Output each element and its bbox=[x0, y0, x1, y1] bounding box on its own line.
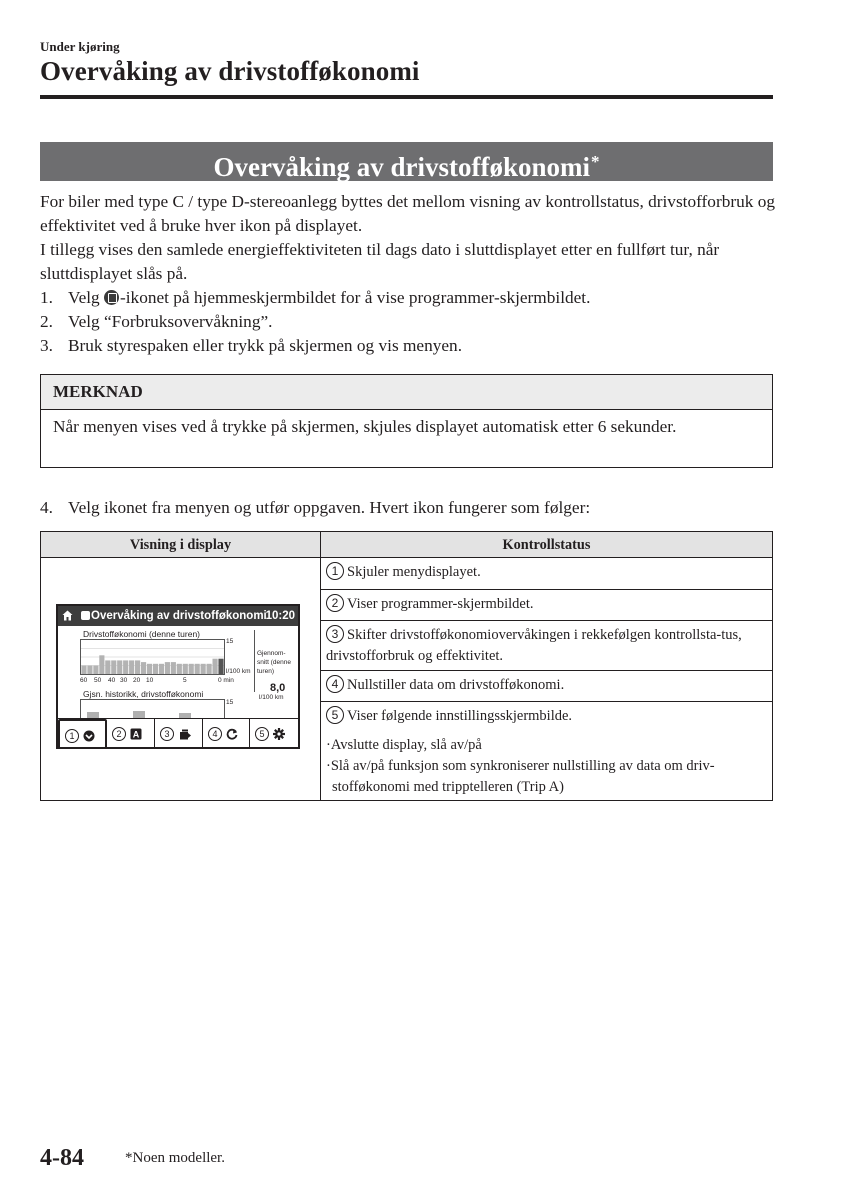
settings-button[interactable] bbox=[250, 719, 298, 749]
axis-tick: 50 bbox=[94, 677, 102, 684]
fuel-bar bbox=[87, 666, 92, 675]
step-4 bbox=[40, 496, 590, 520]
fuel-bar bbox=[153, 664, 158, 674]
step-text: -ikonet på hjemmeskjermbildet for å vise programmer-skjermbildet. bbox=[120, 288, 591, 307]
note-heading: MERKNAD bbox=[41, 375, 772, 410]
history-chart bbox=[80, 699, 225, 718]
step-number: 1. bbox=[40, 288, 53, 307]
page-title: Overvåking av drivstofføkonomi bbox=[40, 56, 420, 86]
axis-tick: 30 bbox=[120, 677, 128, 684]
fuel-bar bbox=[141, 662, 146, 674]
circled-number: 1 bbox=[326, 562, 344, 580]
row-text: Skifter drivstofføkonomiovervåkingen i rekkefølgen kontrollsta-tus, drivstofforbruk og effektivitet. bbox=[326, 627, 742, 664]
intro-text bbox=[40, 190, 775, 358]
step-text: Velg bbox=[68, 288, 104, 307]
banner-title: Overvåking av drivstofføkonomi bbox=[213, 152, 590, 182]
scale-max: 15 bbox=[226, 638, 234, 645]
footnote: *Noen modeller. bbox=[125, 1150, 225, 1166]
page-number: 4-84 bbox=[40, 1145, 84, 1171]
circled-number: 5 bbox=[326, 706, 344, 724]
fuel-bar bbox=[105, 660, 110, 674]
note-box bbox=[40, 374, 773, 468]
intro-paragraph-2: I tillegg vises den samlede energieffektiviteten til dags dato i sluttdisplayet etter en fullført tur, når sluttdisplayet slås på. bbox=[40, 240, 720, 283]
fuel-bar bbox=[159, 664, 164, 674]
apps-icon bbox=[104, 290, 119, 305]
circled-number: 3 bbox=[326, 625, 344, 643]
avg-label: Gjennom- bbox=[257, 650, 286, 657]
fuel-bar bbox=[93, 666, 98, 675]
fuel-bar bbox=[171, 662, 176, 674]
fuel-bar bbox=[165, 662, 170, 674]
axis-tick: 20 bbox=[133, 677, 141, 684]
row-text: Skjuler menydisplayet. bbox=[347, 564, 481, 580]
screen-menu-bar bbox=[58, 718, 298, 749]
fuel-bar-chart bbox=[80, 639, 225, 675]
fuel-bar bbox=[81, 666, 86, 675]
fuel-bar bbox=[183, 664, 188, 674]
note-text: Når menyen vises ved å trykke på skjermen, skjules displayet automatisk etter 6 sekunder. bbox=[53, 417, 677, 436]
table-row bbox=[321, 621, 772, 671]
fuel-bar bbox=[195, 664, 200, 674]
history-bar bbox=[133, 711, 145, 718]
apps-icon bbox=[81, 611, 90, 620]
fuel-bar bbox=[207, 664, 212, 674]
svg-text:A: A bbox=[132, 729, 140, 740]
step-number: 4. bbox=[40, 498, 53, 517]
circled-number: 2 bbox=[112, 727, 126, 741]
screen-title: Overvåking av drivstofføkonomi bbox=[91, 610, 267, 622]
reset-icon bbox=[226, 728, 238, 740]
fuel-bar bbox=[135, 660, 140, 674]
table-row bbox=[321, 558, 772, 590]
row-text: Viser programmer-skjermbildet. bbox=[347, 596, 534, 612]
step-number: 3. bbox=[40, 336, 53, 355]
table-row bbox=[321, 702, 772, 800]
home-icon bbox=[62, 610, 73, 621]
fuel-bar bbox=[201, 664, 206, 674]
fuel-bar bbox=[212, 659, 217, 674]
fuel-bar bbox=[123, 660, 128, 674]
screen-time: 10:20 bbox=[265, 610, 295, 622]
switch-view-icon bbox=[178, 728, 193, 740]
section-banner bbox=[40, 142, 773, 181]
avg-label: turen) bbox=[257, 668, 274, 675]
step-text: Velg “Forbruksovervåkning”. bbox=[68, 312, 273, 331]
intro-paragraph-1: For biler med type C / type D-stereoanlegg byttes det mellom visning av kontrollstatus, drivstofforbruk og effektivitet ved å bruke hver ikon på displayet. bbox=[40, 192, 775, 235]
table-header-status: Kontrollstatus bbox=[502, 537, 591, 553]
fuel-bar bbox=[129, 660, 134, 674]
step-text: Bruk styrespaken eller trykk på skjermen og vis menyen. bbox=[68, 336, 463, 355]
axis-tick: 10 bbox=[146, 677, 154, 684]
fuel-bar bbox=[99, 655, 104, 674]
row-text: Nullstiller data om drivstofføkonomi. bbox=[347, 677, 565, 693]
hide-menu-icon bbox=[83, 730, 95, 742]
bullet-item: ·Slå av/på funksjon som synkroniserer nullstilling av data om driv-stofføkonomi med tripptelleren (Trip A) bbox=[326, 758, 715, 795]
table-header-display: Visning i display bbox=[129, 537, 232, 553]
circled-number: 4 bbox=[326, 675, 344, 693]
switch-view-button[interactable] bbox=[155, 719, 203, 749]
avg-value: 8,0 bbox=[270, 682, 286, 694]
settings-gear-icon bbox=[273, 728, 285, 740]
history-max: 15 bbox=[226, 699, 234, 706]
fuel-bar bbox=[189, 664, 194, 674]
reset-button[interactable] bbox=[203, 719, 250, 749]
axis-tick: 5 bbox=[183, 677, 187, 684]
avg-unit: l/100 km bbox=[259, 694, 284, 701]
fuel-bar bbox=[177, 664, 182, 674]
circled-number: 1 bbox=[65, 729, 79, 743]
fuel-bar bbox=[117, 660, 122, 674]
unit-label: l/100 km bbox=[226, 668, 251, 675]
step-list bbox=[40, 286, 775, 358]
table-row bbox=[321, 590, 772, 621]
circled-number: 3 bbox=[160, 727, 174, 741]
banner-marker: * bbox=[591, 152, 600, 171]
axis-tick: 40 bbox=[108, 677, 116, 684]
step-number: 2. bbox=[40, 312, 53, 331]
step-1 bbox=[40, 286, 775, 310]
history-label: Gjsn. historikk, drivstofføkonomi bbox=[83, 689, 204, 699]
table-header-row bbox=[41, 532, 772, 558]
section-label: Under kjøring bbox=[40, 39, 120, 54]
table-row bbox=[321, 671, 772, 702]
step-text: Velg ikonet fra menyen og utfør oppgaven. Hvert ikon fungerer som følger: bbox=[68, 498, 591, 517]
fuel-monitor-screen bbox=[56, 604, 300, 749]
fuel-bar bbox=[218, 659, 223, 674]
bullet-item: ·Avslutte display, slå av/på bbox=[326, 737, 482, 753]
fuel-bar bbox=[147, 664, 152, 674]
fuel-bar-chart-plot bbox=[81, 640, 224, 674]
step-3 bbox=[40, 334, 775, 358]
apps-icon bbox=[130, 728, 142, 740]
axis-tick: 0 min bbox=[218, 677, 234, 684]
avg-label: snitt (denne bbox=[257, 659, 291, 666]
title-rule bbox=[40, 95, 773, 99]
chart-label: Drivstofføkonomi (denne turen) bbox=[83, 629, 201, 639]
hide-menu-button[interactable] bbox=[58, 719, 107, 749]
circled-number: 4 bbox=[208, 727, 222, 741]
step-2 bbox=[40, 310, 775, 334]
apps-button[interactable] bbox=[107, 719, 155, 749]
row-text: Viser følgende innstillingsskjermbilde. bbox=[347, 708, 573, 724]
screen-header bbox=[58, 606, 298, 626]
axis-tick: 60 bbox=[80, 677, 88, 684]
circled-number: 5 bbox=[255, 727, 269, 741]
circled-number: 2 bbox=[326, 594, 344, 612]
fuel-bar bbox=[111, 660, 116, 674]
